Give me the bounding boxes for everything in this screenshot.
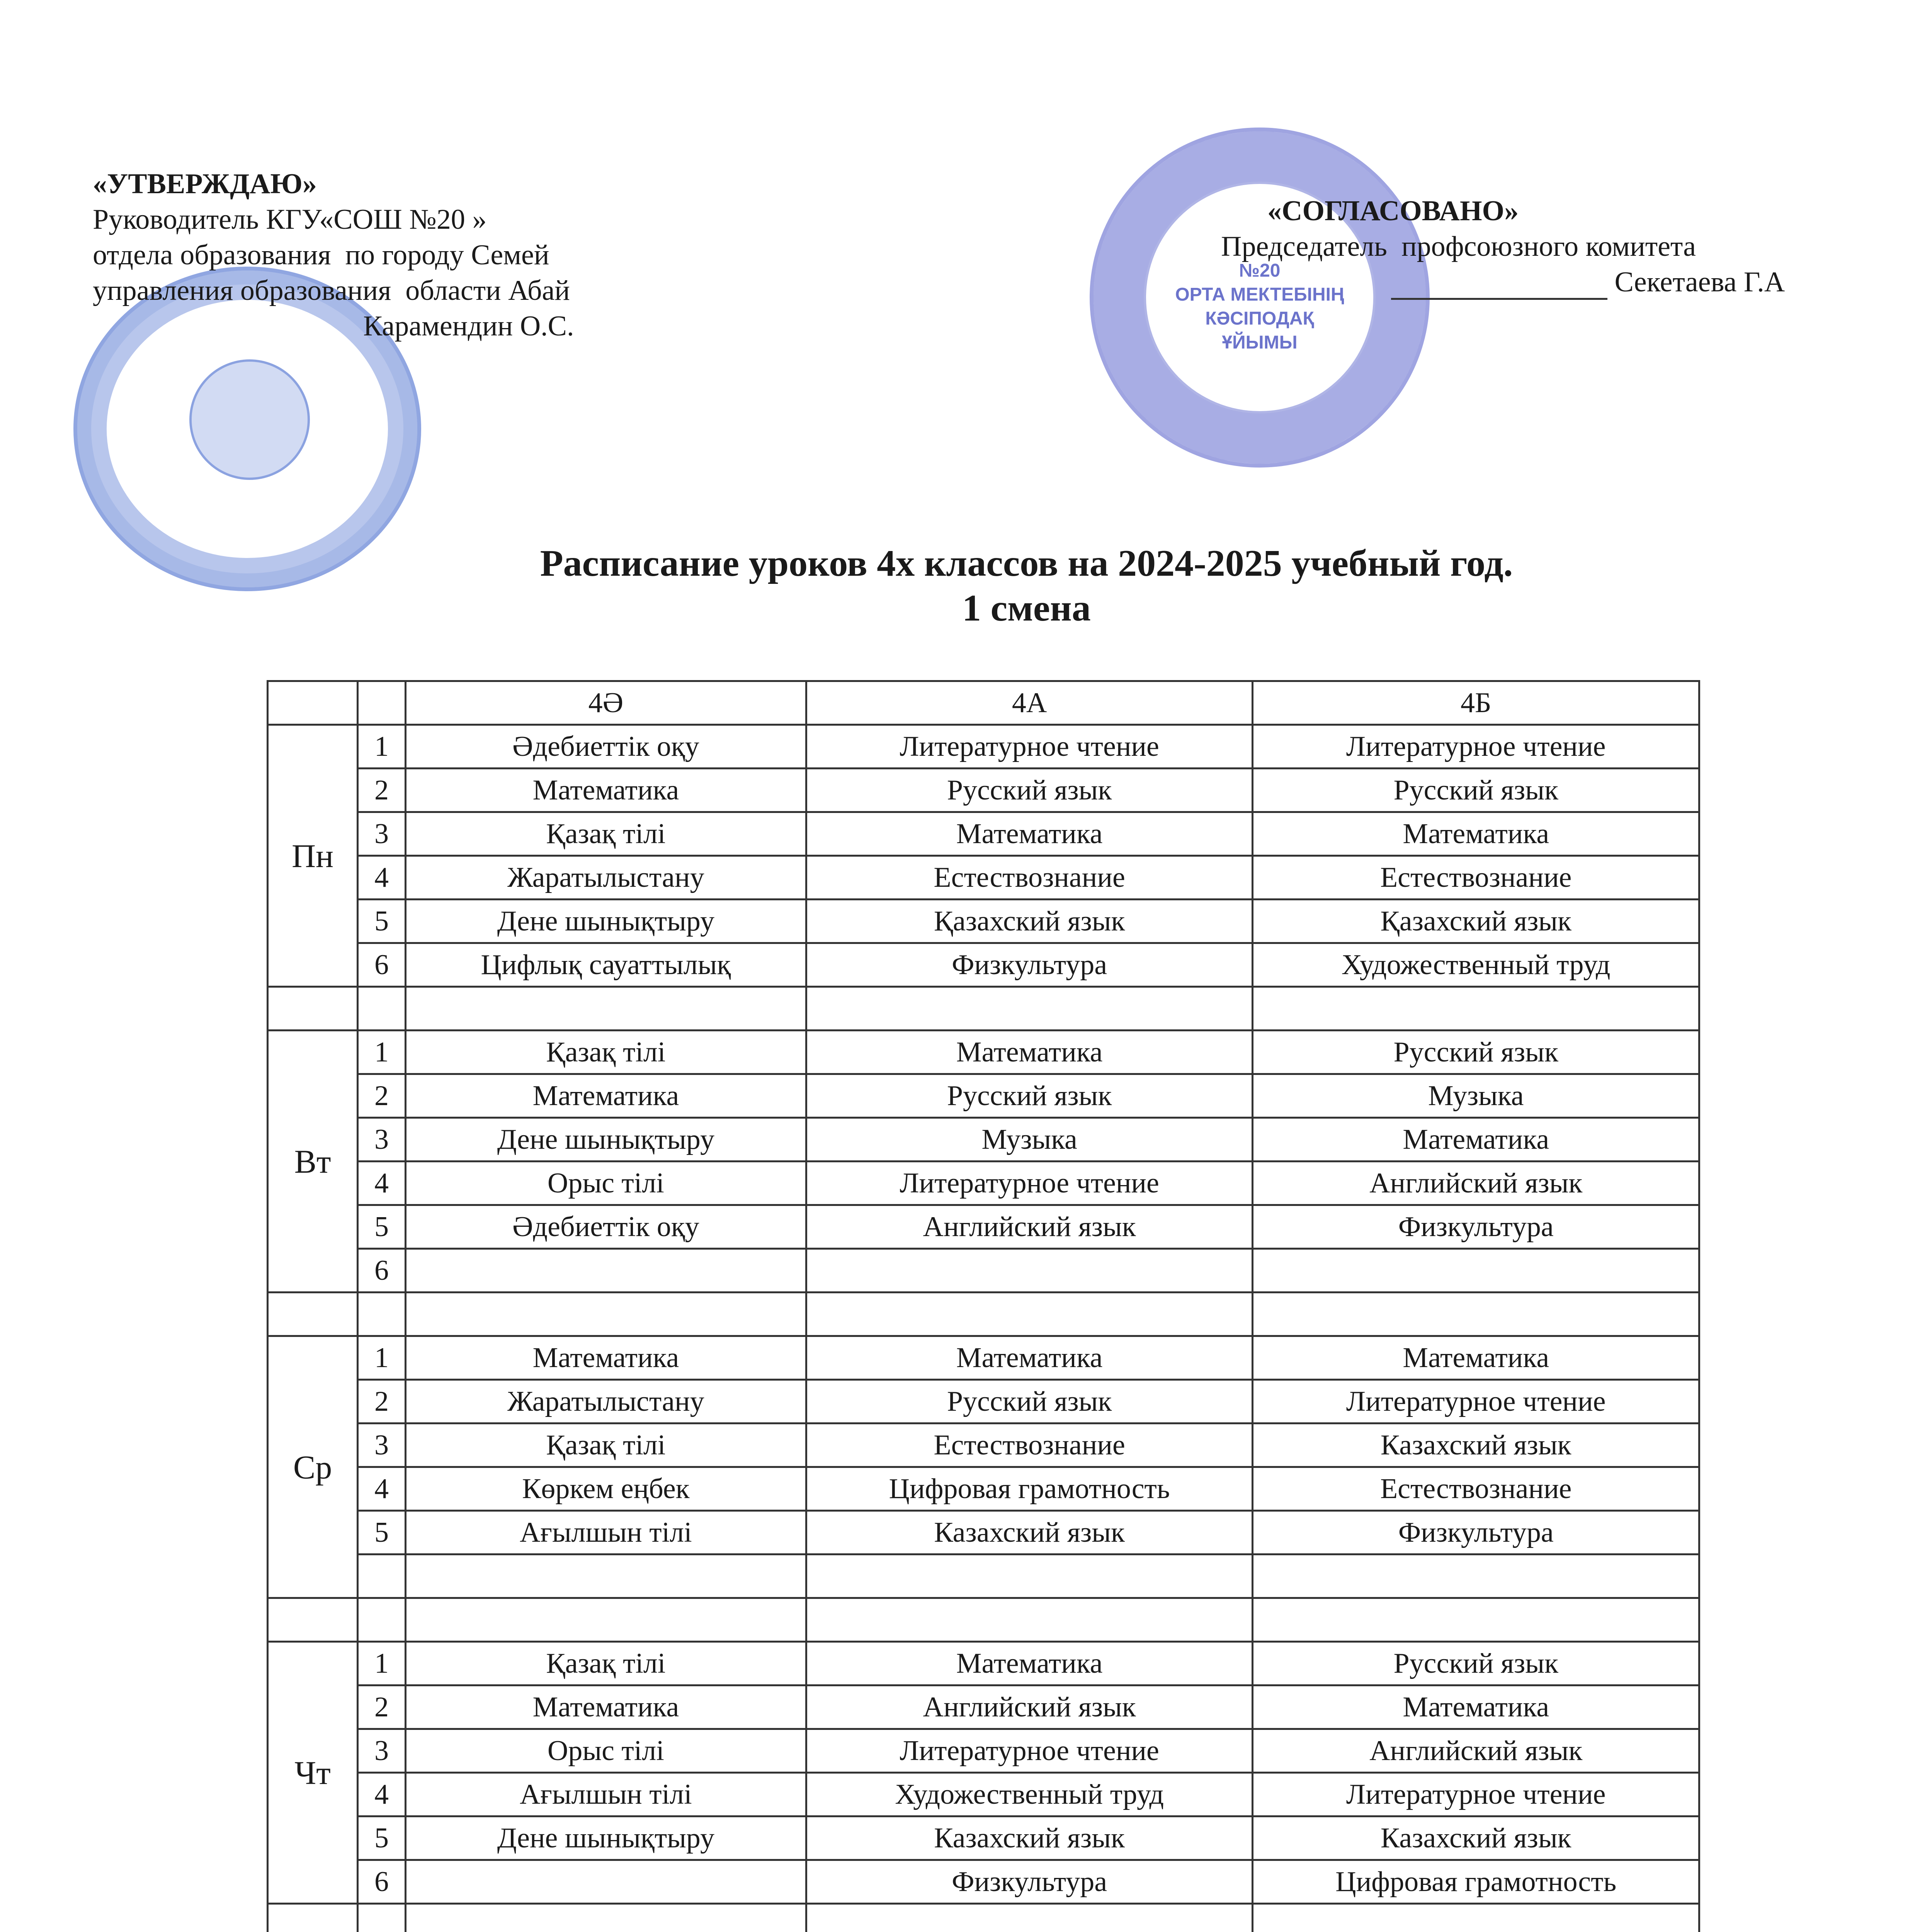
agreement-line: Председатель профсоюзного комитета — [1221, 231, 1696, 262]
table-row — [268, 1729, 1699, 1773]
lesson-4a: Қазахский язык — [806, 900, 1253, 943]
lesson-number — [358, 1554, 406, 1598]
seal-line: ОРТА МЕКТЕБІНІҢ — [1175, 284, 1344, 305]
lesson-4ae: Жаратылыстану — [405, 1380, 806, 1423]
lesson-4ae: Цифлық сауаттылық — [405, 943, 806, 987]
lesson-4b: Казахский язык — [1253, 1423, 1699, 1467]
lesson-4a: Литературное чтение — [806, 1729, 1253, 1773]
lesson-4b: Математика — [1253, 1336, 1699, 1380]
table-row — [268, 1816, 1699, 1860]
table-row — [268, 1162, 1699, 1205]
header-class: 4А — [806, 681, 1253, 725]
table-row — [268, 1205, 1699, 1249]
table-row — [268, 1554, 1699, 1598]
lesson-4ae — [405, 1249, 806, 1293]
lesson-4b: Художественный труд — [1253, 943, 1699, 987]
empty-cell — [1253, 1598, 1699, 1642]
separator-row — [268, 987, 1699, 1031]
header-class: 4Ә — [405, 681, 806, 725]
lesson-4b: Русский язык — [1253, 1642, 1699, 1685]
lesson-4ae: Дене шынықтыру — [405, 1816, 806, 1860]
lesson-number: 1 — [358, 1031, 406, 1074]
empty-cell — [405, 1904, 806, 1932]
table-row — [268, 1336, 1699, 1380]
lesson-number: 5 — [358, 1511, 406, 1554]
table-row — [268, 1031, 1699, 1074]
seal-line: ҰЙЫМЫ — [1222, 332, 1298, 353]
empty-cell — [806, 1904, 1253, 1932]
lesson-4b: Английский язык — [1253, 1729, 1699, 1773]
lesson-number: 6 — [358, 943, 406, 987]
lesson-4ae: Көркем еңбек — [405, 1467, 806, 1511]
lesson-number: 4 — [358, 1162, 406, 1205]
lesson-4a: Литературное чтение — [806, 1162, 1253, 1205]
schedule-table — [267, 680, 1700, 1932]
lesson-number: 5 — [358, 1205, 406, 1249]
lesson-4a: Русский язык — [806, 1074, 1253, 1118]
lesson-4a — [806, 1554, 1253, 1598]
header-class: 4Б — [1253, 681, 1699, 725]
lesson-number: 2 — [358, 769, 406, 812]
lesson-number: 1 — [358, 1642, 406, 1685]
lesson-number: 3 — [358, 1729, 406, 1773]
empty-cell — [358, 1293, 406, 1336]
table-header-row — [268, 681, 1699, 725]
lesson-4ae: Математика — [405, 769, 806, 812]
lesson-4a: Английский язык — [806, 1205, 1253, 1249]
empty-cell — [806, 1293, 1253, 1336]
empty-cell — [806, 987, 1253, 1031]
lesson-4a: Естествознание — [806, 1423, 1253, 1467]
separator-row — [268, 1598, 1699, 1642]
lesson-4b — [1253, 1554, 1699, 1598]
lesson-4b: Физкультура — [1253, 1205, 1699, 1249]
lesson-4a: Математика — [806, 1642, 1253, 1685]
lesson-4ae: Әдебиеттік оқу — [405, 1205, 806, 1249]
lesson-4a: Цифровая грамотность — [806, 1467, 1253, 1511]
lesson-4a: Физкультура — [806, 1860, 1253, 1904]
lesson-4a — [806, 1249, 1253, 1293]
lesson-4b: Музыка — [1253, 1074, 1699, 1118]
lesson-4b: Цифровая грамотность — [1253, 1860, 1699, 1904]
table-row — [268, 1467, 1699, 1511]
lesson-number: 4 — [358, 1773, 406, 1816]
lesson-4ae: Қазақ тілі — [405, 1423, 806, 1467]
lesson-4ae: Қазақ тілі — [405, 1642, 806, 1685]
lesson-4a: Физкультура — [806, 943, 1253, 987]
table-row — [268, 812, 1699, 856]
lesson-4b: Қазахский язык — [1253, 900, 1699, 943]
lesson-number: 6 — [358, 1860, 406, 1904]
lesson-4a: Русский язык — [806, 1380, 1253, 1423]
seal-line: КӘСІПОДАҚ — [1205, 308, 1314, 329]
empty-cell — [405, 987, 806, 1031]
lesson-4a: Математика — [806, 812, 1253, 856]
lesson-number: 4 — [358, 1467, 406, 1511]
table-row — [268, 1860, 1699, 1904]
lesson-4b: Русский язык — [1253, 1031, 1699, 1074]
lesson-number: 1 — [358, 725, 406, 769]
lesson-4a: Казахский язык — [806, 1511, 1253, 1554]
title-line-2: 1 смена — [962, 587, 1091, 629]
lesson-number: 3 — [358, 1423, 406, 1467]
table-row — [268, 1773, 1699, 1816]
lesson-4b — [1253, 1249, 1699, 1293]
approval-line: управления образования области Абай — [93, 275, 570, 306]
schedule-title — [0, 541, 1932, 631]
table-row — [268, 1511, 1699, 1554]
lesson-4b: Естествознание — [1253, 1467, 1699, 1511]
lesson-4b: Математика — [1253, 812, 1699, 856]
lesson-number: 6 — [358, 1249, 406, 1293]
table-row — [268, 856, 1699, 900]
lesson-4a: Русский язык — [806, 769, 1253, 812]
empty-cell — [405, 1293, 806, 1336]
approval-signatory: Карамендин О.С. — [363, 310, 574, 342]
table-row — [268, 1118, 1699, 1162]
lesson-number: 2 — [358, 1074, 406, 1118]
signature-line — [1391, 271, 1607, 300]
lesson-4a: Музыка — [806, 1118, 1253, 1162]
lesson-4b: Литературное чтение — [1253, 725, 1699, 769]
empty-cell — [1253, 987, 1699, 1031]
table-row — [268, 769, 1699, 812]
lesson-4a: Казахский язык — [806, 1816, 1253, 1860]
lesson-4ae: Жаратылыстану — [405, 856, 806, 900]
schedule-body — [268, 725, 1699, 1932]
table-row — [268, 943, 1699, 987]
table-row — [268, 1074, 1699, 1118]
day-label: Ср — [268, 1336, 358, 1598]
lesson-number: 4 — [358, 856, 406, 900]
table-row — [268, 1249, 1699, 1293]
empty-cell — [1253, 1293, 1699, 1336]
empty-cell — [1253, 1904, 1699, 1932]
lesson-4ae — [405, 1554, 806, 1598]
empty-cell — [268, 987, 358, 1031]
lesson-number: 3 — [358, 812, 406, 856]
lesson-4a: Математика — [806, 1031, 1253, 1074]
agreement-heading: «СОГЛАСОВАНО» — [1267, 195, 1519, 227]
lesson-number: 3 — [358, 1118, 406, 1162]
lesson-4ae — [405, 1860, 806, 1904]
empty-cell — [358, 1598, 406, 1642]
lesson-4b: Литературное чтение — [1253, 1773, 1699, 1816]
empty-cell — [806, 1598, 1253, 1642]
empty-cell — [268, 1598, 358, 1642]
lesson-4b: Математика — [1253, 1685, 1699, 1729]
table-row — [268, 1685, 1699, 1729]
lesson-4ae: Орыс тілі — [405, 1729, 806, 1773]
lesson-4a: Литературное чтение — [806, 725, 1253, 769]
table-row — [268, 900, 1699, 943]
day-label: Вт — [268, 1031, 358, 1293]
lesson-number: 1 — [358, 1336, 406, 1380]
approval-block — [93, 166, 866, 344]
lesson-4ae: Математика — [405, 1336, 806, 1380]
agreement-signatory — [1221, 264, 1932, 300]
lesson-4ae: Әдебиеттік оқу — [405, 725, 806, 769]
lesson-number: 2 — [358, 1380, 406, 1423]
state-emblem-icon — [189, 359, 310, 480]
lesson-4b: Математика — [1253, 1118, 1699, 1162]
lesson-4ae: Орыс тілі — [405, 1162, 806, 1205]
lesson-4a: Английский язык — [806, 1685, 1253, 1729]
empty-cell — [358, 1904, 406, 1932]
seal-line: №20 — [1239, 260, 1281, 281]
lesson-4a: Математика — [806, 1336, 1253, 1380]
empty-cell — [268, 1904, 358, 1932]
header-num — [358, 681, 406, 725]
lesson-4b: Физкультура — [1253, 1511, 1699, 1554]
lesson-4ae: Қазақ тілі — [405, 1031, 806, 1074]
day-label: Пн — [268, 725, 358, 987]
table-row — [268, 725, 1699, 769]
lesson-4b: Казахский язык — [1253, 1816, 1699, 1860]
approval-heading: «УТВЕРЖДАЮ» — [93, 168, 317, 200]
lesson-number: 2 — [358, 1685, 406, 1729]
lesson-4a: Естествознание — [806, 856, 1253, 900]
separator-row — [268, 1904, 1699, 1932]
table-row — [268, 1423, 1699, 1467]
lesson-4ae: Ағылшын тілі — [405, 1773, 806, 1816]
title-line-1: Расписание уроков 4х классов на 2024-2025 учебный год. — [540, 543, 1513, 584]
lesson-4ae: Қазақ тілі — [405, 812, 806, 856]
lesson-4b: Русский язык — [1253, 769, 1699, 812]
agreement-signatory-name: Секетаева Г.А — [1614, 266, 1785, 298]
table-row — [268, 1380, 1699, 1423]
agreement-block — [1221, 193, 1932, 300]
separator-row — [268, 1293, 1699, 1336]
approval-line: отдела образования по городу Семей — [93, 239, 549, 271]
header-corner — [268, 681, 358, 725]
table-row — [268, 1642, 1699, 1685]
day-label: Чт — [268, 1642, 358, 1904]
lesson-4b: Английский язык — [1253, 1162, 1699, 1205]
lesson-4a: Художественный труд — [806, 1773, 1253, 1816]
lesson-4ae: Математика — [405, 1074, 806, 1118]
lesson-4ae: Дене шынықтыру — [405, 1118, 806, 1162]
empty-cell — [405, 1598, 806, 1642]
lesson-4b: Естествознание — [1253, 856, 1699, 900]
lesson-4ae: Ағылшын тілі — [405, 1511, 806, 1554]
lesson-4ae: Дене шынықтыру — [405, 900, 806, 943]
lesson-4ae: Математика — [405, 1685, 806, 1729]
empty-cell — [358, 987, 406, 1031]
lesson-4b: Литературное чтение — [1253, 1380, 1699, 1423]
empty-cell — [268, 1293, 358, 1336]
lesson-number: 5 — [358, 1816, 406, 1860]
approval-line: Руководитель КГУ«СОШ №20 » — [93, 204, 487, 235]
lesson-number: 5 — [358, 900, 406, 943]
